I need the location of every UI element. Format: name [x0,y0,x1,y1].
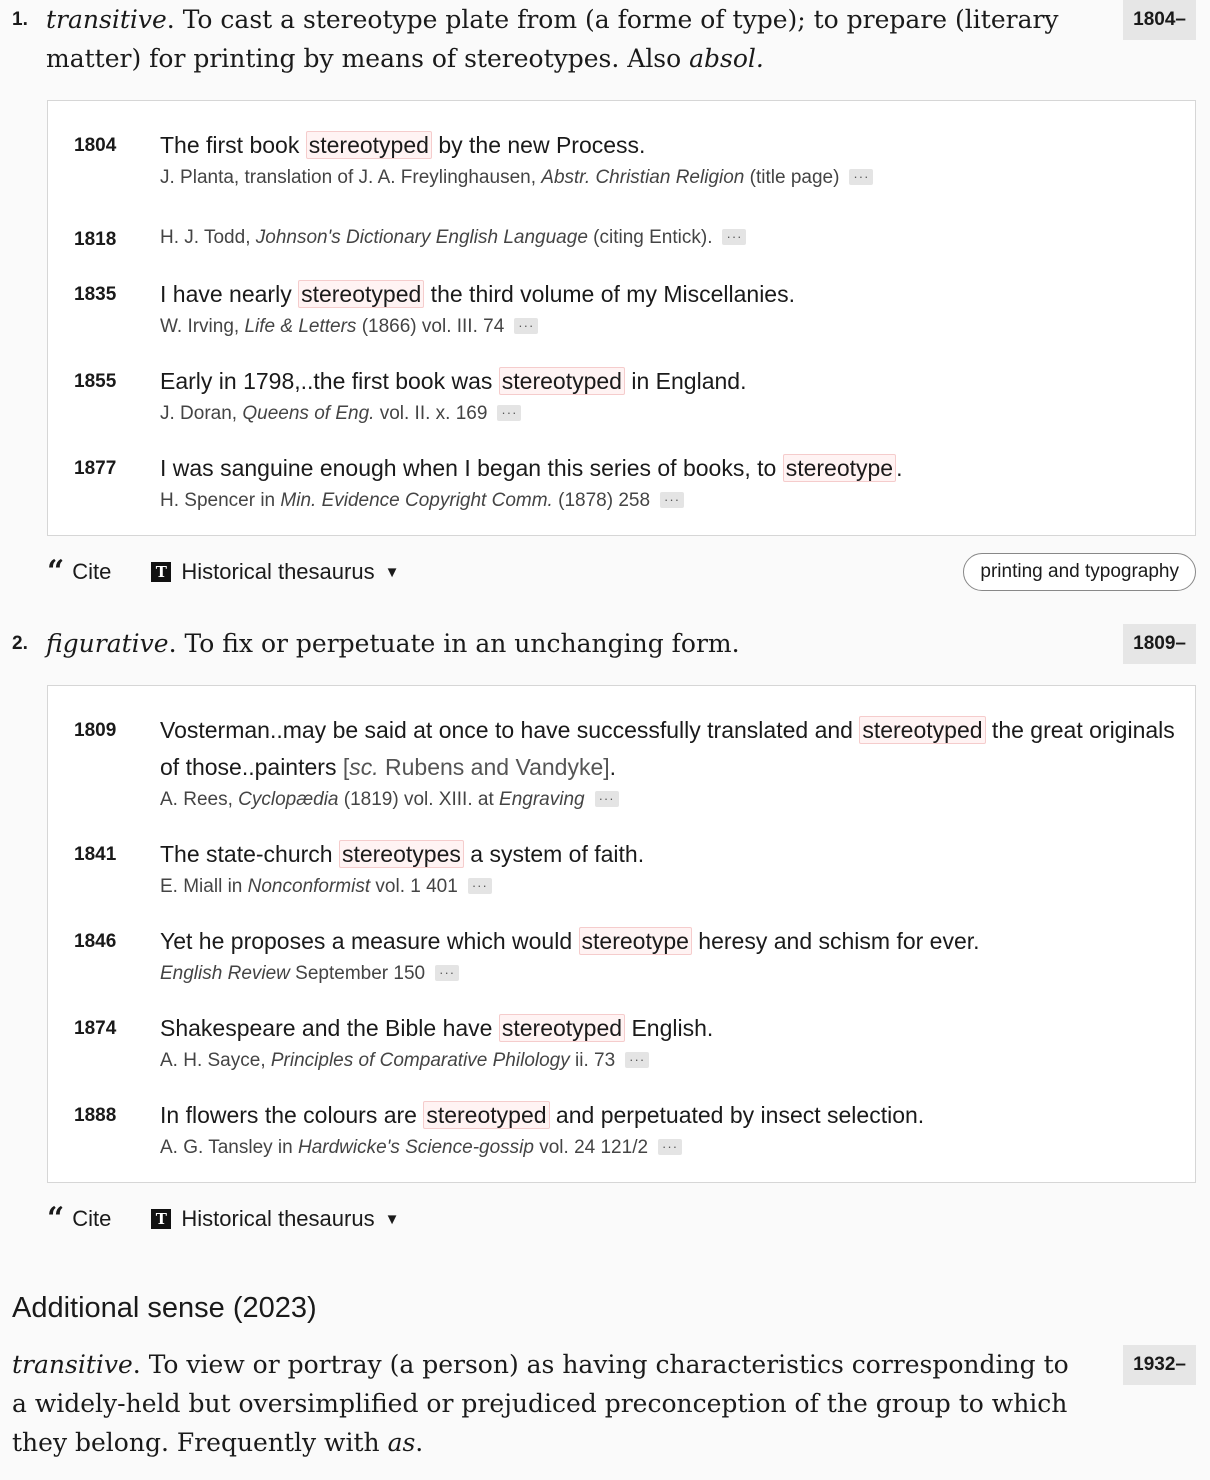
sense-actions [47,536,1196,608]
cite-button[interactable]: “ Cite [47,1201,112,1236]
more-button[interactable]: ··· [625,1052,649,1068]
quotation-text: Shakespeare and the Bible have stereotyped English. [160,1015,714,1041]
historical-thesaurus-dropdown[interactable]: T Historical thesaurus ▼ [151,1206,399,1232]
sense-number: 2. [12,633,28,654]
quotation-row [48,127,1195,192]
sense-2 [12,624,1196,1255]
more-button[interactable]: ··· [595,791,619,807]
quotation-row [48,214,1195,254]
absol-label: absol. [689,44,764,73]
highlighted-headword: stereotype [783,454,896,482]
quotation-year: 1818 [74,229,117,250]
thesaurus-icon: T [151,1209,171,1229]
sense-actions [47,1183,1196,1255]
quotation-source: J. Doran, Queens of Eng. vol. II. x. 169 ··· [160,400,1175,428]
more-button[interactable]: ··· [660,492,684,508]
quotation-text: The first book stereotyped by the new Process. [160,132,646,158]
quotation-source: J. Planta, translation of J. A. Freylinghausen, Abstr. Christian Religion (title page) ··· [160,164,1175,192]
more-button[interactable]: ··· [468,878,492,894]
additional-sense-heading: Additional sense (2023) [12,1292,317,1324]
quotation-source: A. G. Tansley in Hardwicke's Science-gossip vol. 24 121/2 ··· [160,1134,1175,1162]
highlighted-headword: stereotyped [306,131,432,159]
quotation-list [47,685,1196,1183]
quotation-text: Vosterman..may be said at once to have successfully translated and stereotyped the great originals of those..painters [sc. Rubens and Vandyke]. [160,717,1175,780]
grammar-label: transitive [12,1350,133,1379]
quotation-source: E. Miall in Nonconformist vol. 1 401 ··· [160,873,1175,901]
more-button[interactable]: ··· [435,965,459,981]
highlighted-headword: stereotyped [859,716,985,744]
definition-text: . To cast a stereotype plate from (a forme of type); to prepare (literary matter) for printing by means of stereotypes. Also [46,5,1059,73]
sense-definition [46,624,1086,663]
quotation-year: 1874 [74,1018,117,1039]
historical-thesaurus-dropdown[interactable]: T Historical thesaurus ▼ [151,559,399,585]
thesaurus-icon: T [151,562,171,582]
quotation-list [47,100,1196,536]
quotation-text: The state-church stereotypes a system of faith. [160,841,645,867]
date-range-badge: 1932– [1123,1345,1196,1385]
quotation-text: I have nearly stereotyped the third volume of my Miscellanies. [160,281,795,307]
grammar-label: figurative [46,629,169,658]
quotation-row [48,1010,1195,1075]
highlighted-headword: stereotypes [339,840,464,868]
quotation-year: 1809 [74,720,117,741]
quotation-year: 1888 [74,1105,117,1126]
quotation-year: 1846 [74,931,117,952]
sense-1-header [12,0,1196,78]
highlighted-headword: stereotype [579,927,692,955]
quotation-source: A. H. Sayce, Principles of Comparative Philology ii. 73 ··· [160,1047,1175,1075]
definition-text: . To view or portray (a person) as having characteristics corresponding to a widely-held but oversimplified or prejudiced preconception of the group to which they belong. Frequently with [12,1350,1069,1457]
quotation-year: 1841 [74,844,117,865]
quotation-source: English Review September 150 ··· [160,960,1175,988]
more-button[interactable]: ··· [849,169,873,185]
quotation-year: 1855 [74,371,117,392]
quotation-year: 1877 [74,458,117,479]
more-button[interactable]: ··· [722,229,746,245]
dropdown-arrow-icon: ▼ [384,563,400,581]
highlighted-headword: stereotyped [423,1101,549,1129]
more-button[interactable]: ··· [514,318,538,334]
additional-sense [12,1345,1196,1462]
sense-2-header [12,624,1196,663]
quotation-year: 1835 [74,284,117,305]
definition-text: . To fix or perpetuate in an unchanging form. [168,629,740,658]
quotation-text: I was sanguine enough when I began this series of books, to stereotype . [160,455,903,481]
quotation-row [48,276,1195,341]
sense-definition [46,0,1086,78]
dropdown-arrow-icon: ▼ [384,1210,400,1228]
more-button[interactable]: ··· [658,1139,682,1155]
quotation-text: Early in 1798,..the first book was stereotyped in England. [160,368,747,394]
quotation-source: H. J. Todd, Johnson's Dictionary English Language (citing Entick). ··· [160,214,1175,252]
quotation-row [48,363,1195,428]
date-range-badge: 1804– [1123,0,1196,40]
highlighted-headword: stereotyped [499,367,625,395]
quotation-row [48,450,1195,515]
sense-definition: transitive. To view or portray (a person) as having characteristics corresponding to a widely-held but oversimplified or prejudiced preconception of the group to which they belong. Frequently with as. [12,1350,1069,1457]
grammar-label: transitive [46,5,167,34]
quotation-source: H. Spencer in Min. Evidence Copyright Comm. (1878) 258 ··· [160,487,1175,515]
subject-tag[interactable]: printing and typography [963,553,1196,591]
sense-1 [12,0,1196,608]
quotation-row [48,923,1195,988]
more-button[interactable]: ··· [497,405,521,421]
cite-button[interactable]: “ Cite [47,554,112,589]
quotation-row [48,712,1195,814]
quotation-row [48,836,1195,901]
highlighted-headword: stereotyped [499,1014,625,1042]
quotation-year: 1804 [74,135,117,156]
quotation-row [48,1097,1195,1162]
quotation-text: Yet he proposes a measure which would stereotype heresy and schism for ever. [160,928,980,954]
sense-number: 1. [12,9,28,30]
date-range-badge: 1809– [1123,624,1196,664]
quote-icon: “ [47,554,65,589]
quotation-source: W. Irving, Life & Letters (1866) vol. III. 74 ··· [160,313,1175,341]
quotation-text: In flowers the colours are stereotyped and perpetuated by insect selection. [160,1102,925,1128]
quotation-source: A. Rees, Cyclopædia (1819) vol. XIII. at Engraving ··· [160,786,1175,814]
highlighted-headword: stereotyped [298,280,424,308]
quote-icon: “ [47,1201,65,1236]
